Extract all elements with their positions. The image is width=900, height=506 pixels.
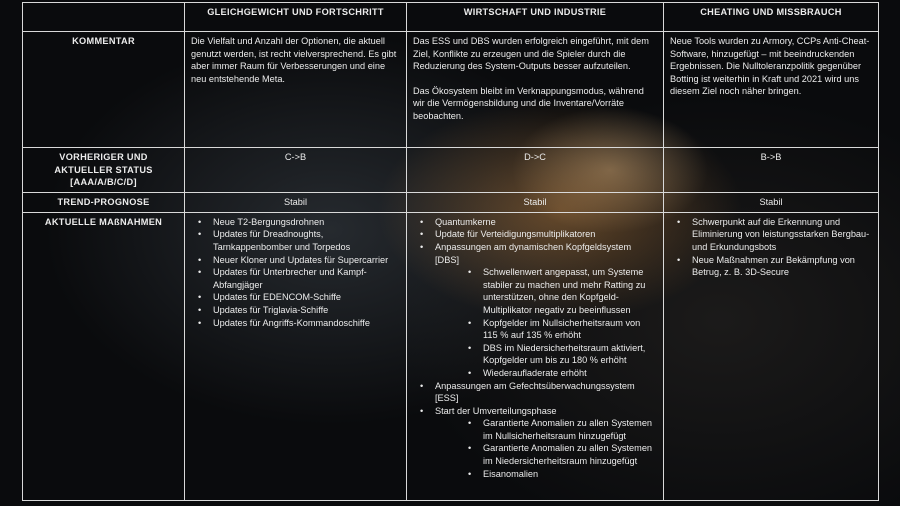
bullet-list <box>413 216 657 480</box>
kommentar-gleichgewicht <box>185 32 407 148</box>
sub-list-item: • Kopfgelder im Nullsicherheitsraum von 115 % auf 135 % erhöht <box>435 317 657 342</box>
row-kommentar <box>23 32 879 148</box>
sub-list-item: • Eisanomalien <box>435 468 657 481</box>
trend-gleichgewicht: Stabil <box>185 192 407 212</box>
list-item <box>413 405 657 481</box>
row-label-massnahmen: AKTUELLE MAßNAHMEN <box>23 212 185 500</box>
kommentar-text: Das Ökosystem bleibt im Verknappungsmodus, während wir die Vermögensbildung und die Inventare/Vorräte beobachten. <box>413 85 644 121</box>
status-cheating: B->B <box>664 148 879 193</box>
row-label-status: VORHERIGER UND AKTUELLER STATUS [AAA/A/B/C/D] <box>23 148 185 193</box>
sub-bullet-list <box>435 417 657 480</box>
sub-list-item: • Garantierte Anomalien zu allen Systemen im Niedersicherheitsraum hinzugefügt <box>435 442 657 467</box>
header-cheating: CHEATING UND MISSBRAUCH <box>664 3 879 32</box>
list-item: • Updates für Triglavia-Schiffe <box>191 304 400 317</box>
kommentar-text: Neue Tools wurden zu Armory, CCPs Anti-Cheat-Software, hinzugefügt – mit beeindruckenden Ergebnissen. Die Nulltoleranzpolitik gegenüber Botting ist weiterhin in Kraft und 2021 wird uns diesem Ziel noch näher bringen. <box>670 36 870 97</box>
header-wirtschaft: WIRTSCHAFT UND INDUSTRIE <box>407 3 664 32</box>
row-status <box>23 148 879 193</box>
row-label-kommentar: KOMMENTAR <box>23 32 185 148</box>
list-item: • Updates für Dreadnoughts, Tarnkappenbomber und Torpedos <box>191 228 400 253</box>
row-trend <box>23 192 879 212</box>
bullet-list <box>191 216 400 329</box>
list-item: • Updates für EDENCOM-Schiffe <box>191 291 400 304</box>
header-row <box>23 3 879 32</box>
massnahmen-cheating <box>664 212 879 500</box>
kommentar-text: Das ESS und DBS wurden erfolgreich eingeführt, mit dem Ziel, Konflikte zu erzeugen und die Spieler durch die Reduzierung des System-Outputs besser aufzuteilen. <box>413 36 649 72</box>
list-item: • Quantumkerne <box>413 216 657 229</box>
list-item: • Updates für Unterbrecher und Kampf-Abfangjäger <box>191 266 400 291</box>
list-item: • Anpassungen am Gefechtsüberwachungssystem [ESS] <box>413 380 657 405</box>
list-item: • Updates für Angriffs-Kommandoschiffe <box>191 317 400 330</box>
list-item: • Schwerpunkt auf die Erkennung und Eliminierung von leistungsstarken Bergbau- und Erkundungsbots <box>670 216 872 254</box>
kommentar-text: Die Vielfalt und Anzahl der Optionen, die aktuell genutzt werden, ist recht vielversprechend. Es gibt aber immer Raum für Verbesserungen und eine neu entstehende Meta. <box>191 36 397 84</box>
status-wirtschaft: D->C <box>407 148 664 193</box>
bullet-list <box>670 216 872 279</box>
sub-list-item: • Wiederaufladerate erhöht <box>435 367 657 380</box>
header-gleichgewicht: GLEICHGEWICHT UND FORTSCHRITT <box>185 3 407 32</box>
kommentar-wirtschaft <box>407 32 664 148</box>
list-item: • Neue T2-Bergungsdrohnen <box>191 216 400 229</box>
list-item <box>413 241 657 380</box>
row-massnahmen <box>23 212 879 500</box>
massnahmen-wirtschaft <box>407 212 664 500</box>
list-item: • Neue Maßnahmen zur Bekämpfung von Betrug, z. B. 3D-Secure <box>670 254 872 279</box>
sub-list-item: • Schwellenwert angepasst, um Systeme stabiler zu machen und mehr Ratting zu unterstützen, ohne den Kopfgeld-Multiplikator negativ zu beeinflussen <box>435 266 657 316</box>
kommentar-cheating <box>664 32 879 148</box>
status-table <box>22 2 879 501</box>
list-item: • Neuer Kloner und Updates für Supercarrier <box>191 254 400 267</box>
trend-wirtschaft: Stabil <box>407 192 664 212</box>
trend-cheating: Stabil <box>664 192 879 212</box>
sub-list-item: • DBS im Niedersicherheitsraum aktiviert, Kopfgelder um bis zu 180 % erhöht <box>435 342 657 367</box>
list-item: • Update für Verteidigungsmultiplikatoren <box>413 228 657 241</box>
list-item-text: Start der Umverteilungsphase <box>435 405 557 416</box>
status-gleichgewicht: C->B <box>185 148 407 193</box>
massnahmen-gleichgewicht <box>185 212 407 500</box>
sub-list-item: • Garantierte Anomalien zu allen Systemen im Nullsicherheitsraum hinzugefügt <box>435 417 657 442</box>
row-label-trend: TREND-PROGNOSE <box>23 192 185 212</box>
header-empty-cell <box>23 3 185 32</box>
list-item-text: Anpassungen am dynamischen Kopfgeldsystem [DBS] <box>435 241 632 265</box>
sub-bullet-list <box>435 266 657 379</box>
